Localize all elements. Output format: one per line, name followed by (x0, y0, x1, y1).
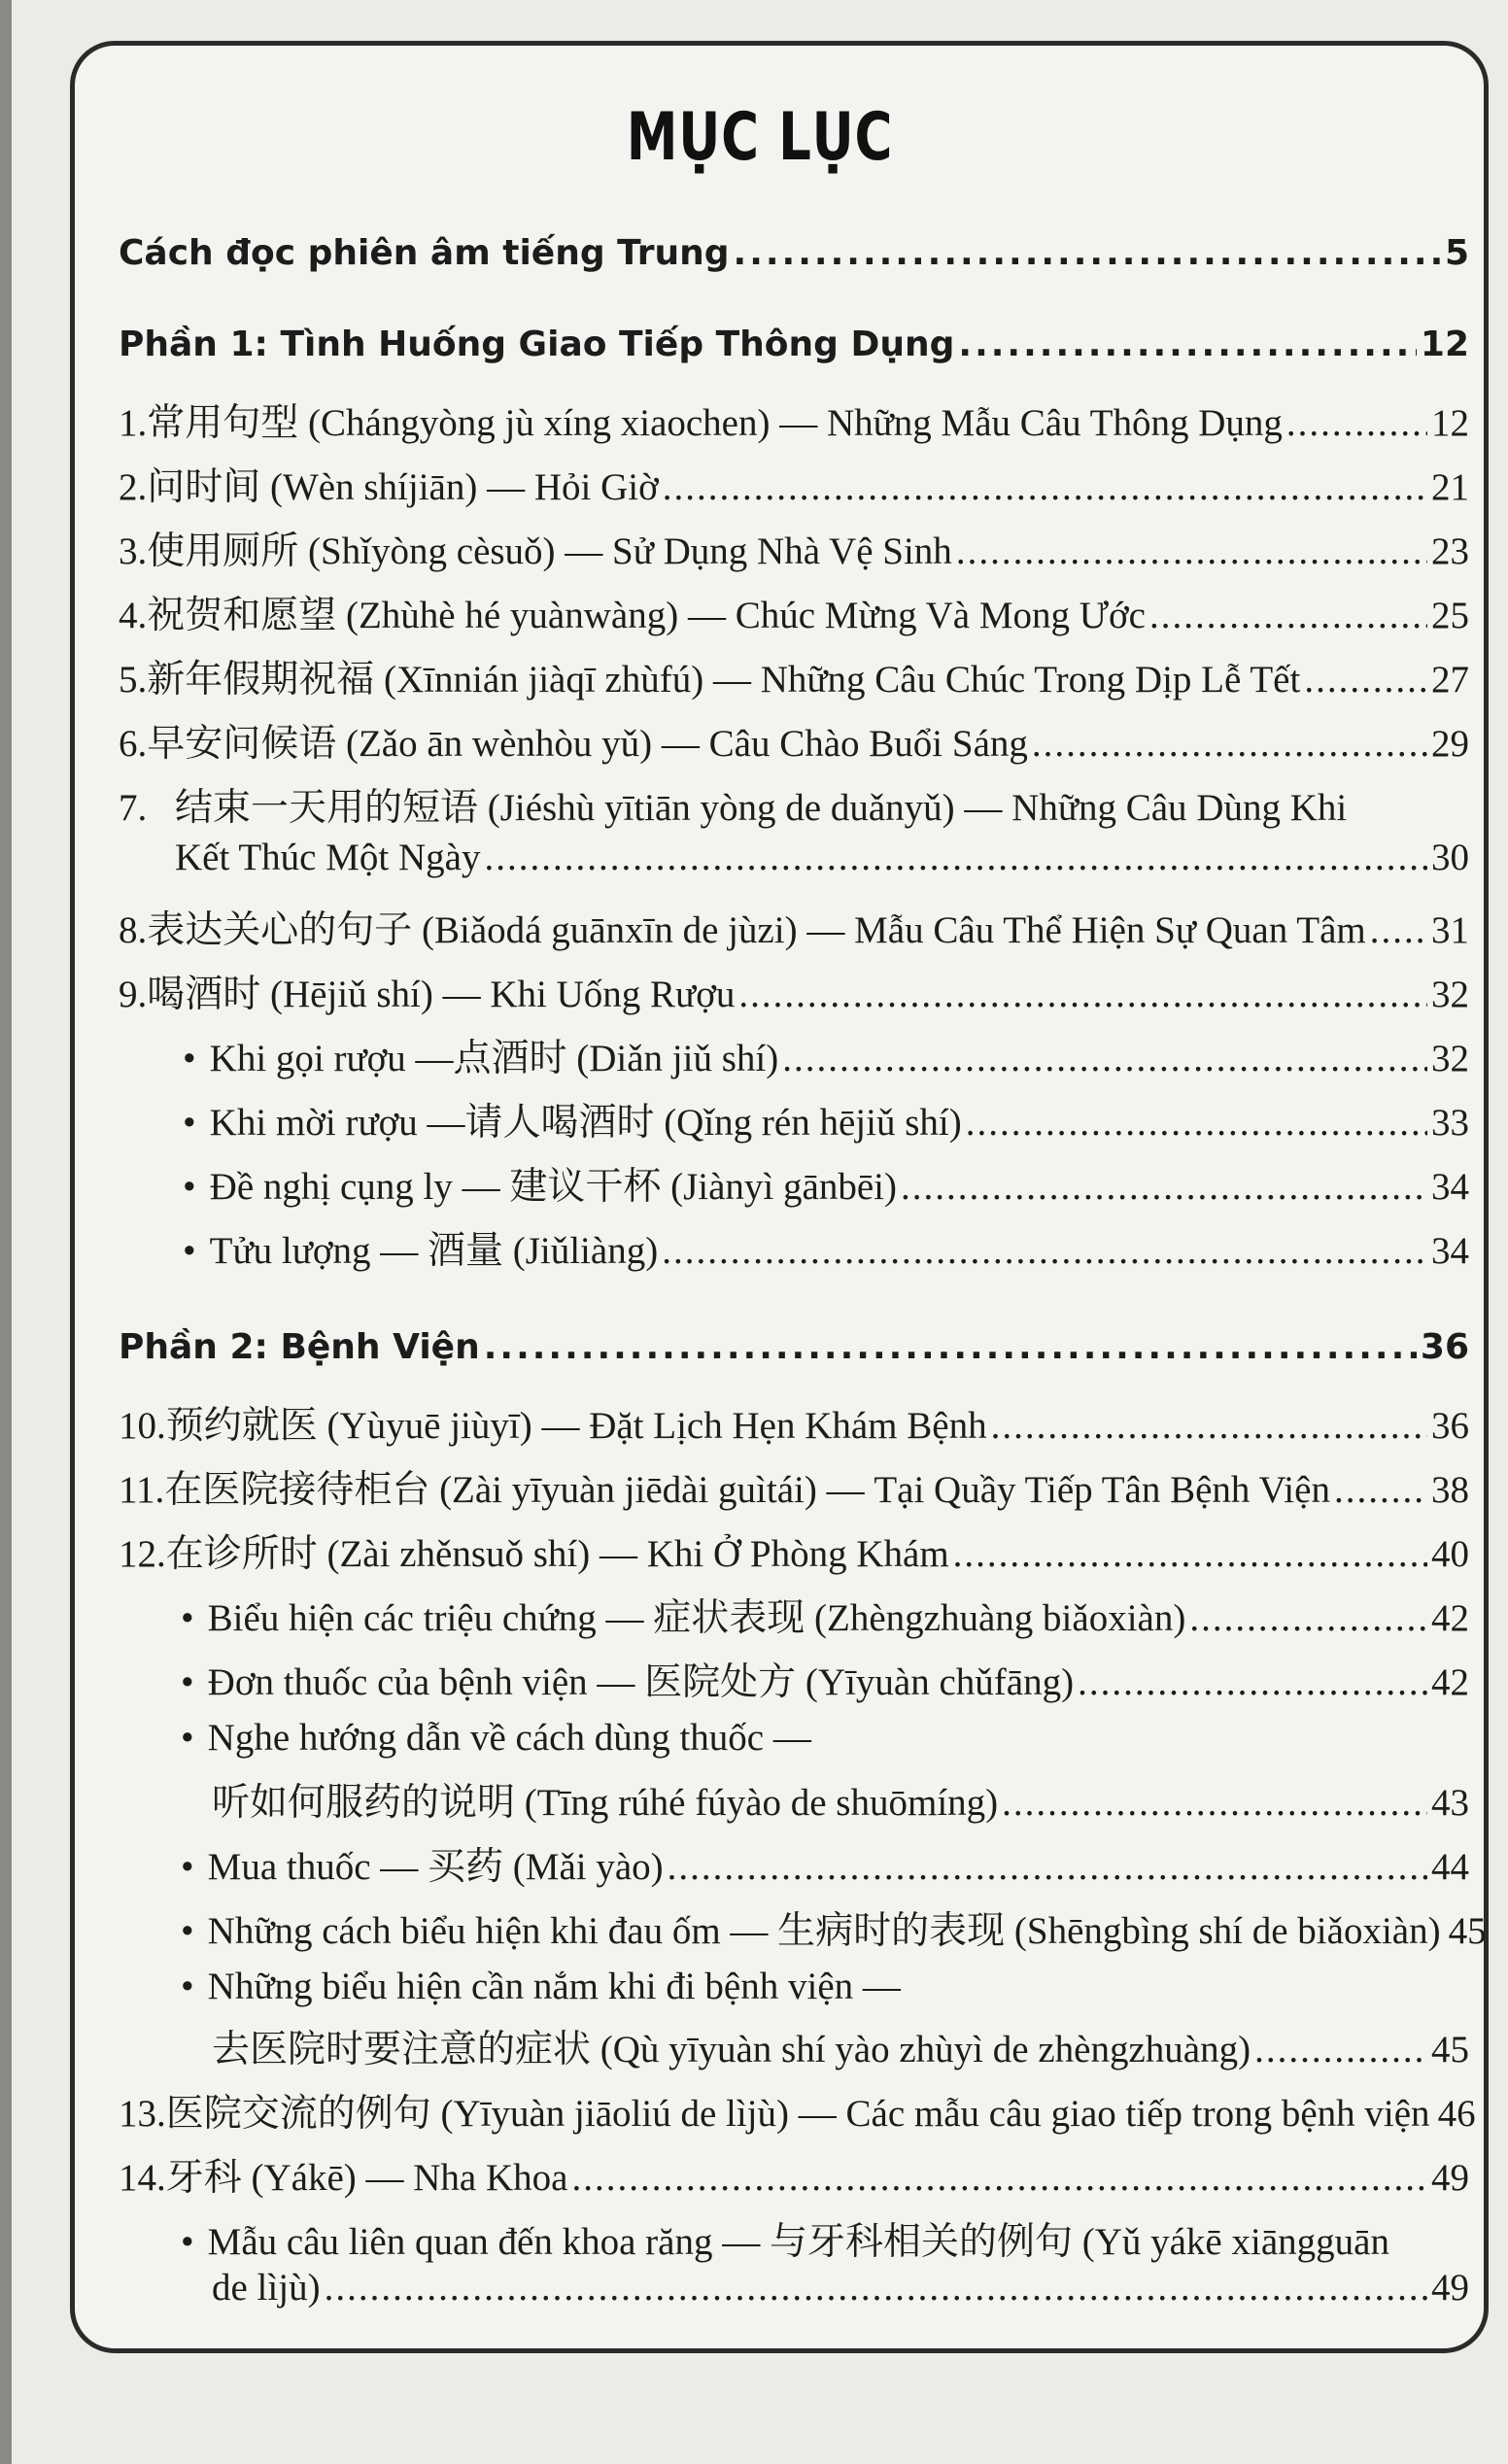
dot-leader (1254, 2028, 1427, 2071)
toc-entry-5[interactable] (119, 649, 1469, 703)
subentry-title: • Biểu hiện các triệu chứng — 症状表现 (Zhèngzhuàng biǎoxiàn) (181, 1588, 1185, 1642)
toc-section-label: Phần 2: Bệnh Viện (119, 1327, 480, 1367)
subentry-title: • Những cách biểu hiện khi đau ốm — 生病时的表现 (Shēngbìng shí de biǎoxiàn) (181, 1900, 1441, 1955)
dot-leader (1149, 594, 1427, 637)
dot-leader (966, 1101, 1427, 1145)
toc-entry-12[interactable] (119, 1523, 1469, 1578)
toc-subentry-14a-line1[interactable]: • Mẫu câu liên quan đến khoa răng — 与牙科相关的例句 (Yǔ yákē xiāngguān (181, 2211, 1389, 2266)
page-title: MỤC LỤC (626, 99, 894, 176)
toc-entry-13[interactable] (119, 2083, 1476, 2138)
dot-leader (991, 1404, 1427, 1448)
subentry-title: • Đơn thuốc của bệnh viện — 医院处方 (Yīyuàn chǔfāng) (181, 1652, 1074, 1706)
toc-page-number: 40 (1431, 1533, 1469, 1575)
entry-number: 13. (119, 2093, 166, 2135)
entry-number: 6. (119, 723, 148, 765)
entry-number: 5. (119, 659, 148, 701)
dot-leader (1334, 1468, 1427, 1512)
toc-page-number: 38 (1431, 1469, 1469, 1511)
entry-title: 新年假期祝福 (Xīnnián jiàqī zhùfú) — Những Câu Chúc Trong Dịp Lễ Tết (147, 659, 1301, 701)
entry-number: 10. (119, 1405, 166, 1447)
book-page (12, 0, 1508, 2464)
toc-subentry-12f-line1[interactable]: • Những biểu hiện cần nắm khi đi bệnh viện — (181, 1965, 901, 2008)
toc-page-number: 45 (1448, 1910, 1487, 1952)
dot-leader (901, 1165, 1427, 1209)
entry-title: 早安问候语 (Zǎo ān wènhòu yǔ) — Câu Chào Buổi Sáng (147, 723, 1028, 765)
toc-section-label: Phần 1: Tình Huống Giao Tiếp Thông Dụng (119, 325, 955, 364)
toc-page-number: 36 (1431, 1405, 1469, 1447)
toc-page-number: 49 (1431, 2157, 1469, 2199)
subentry-title: • Mua thuốc — 买药 (Mǎi yào) (181, 1836, 664, 1891)
toc-subentry-12f[interactable] (212, 2019, 1469, 2073)
dot-leader (1002, 1781, 1427, 1825)
entry-title: 问时间 (Wèn shíjiān) — Hỏi Giờ (147, 466, 659, 508)
dot-leader (782, 1037, 1427, 1080)
entry-title-continued: Kết Thúc Một Ngày (175, 837, 481, 878)
entry-title: 常用句型 (Chángyòng jù xíng xiaochen) — Những Mẫu Câu Thông Dụng (147, 402, 1283, 444)
toc-page-number: 5 (1444, 233, 1469, 273)
entry-number: 2. (119, 466, 148, 508)
toc-page-number: 25 (1431, 595, 1469, 636)
toc-page-number: 29 (1431, 723, 1469, 765)
entry-number: 9. (119, 974, 148, 1015)
toc-entry-7-line1[interactable] (119, 777, 1347, 832)
toc-page-number: 44 (1431, 1846, 1469, 1888)
toc-page-number: 32 (1431, 1038, 1469, 1079)
entry-number: 14. (119, 2157, 166, 2199)
dot-leader (484, 836, 1427, 879)
toc-entry-11[interactable] (119, 1459, 1469, 1514)
toc-entry-1[interactable] (119, 393, 1469, 447)
dot-leader (668, 1845, 1427, 1889)
entry-title: 在医院接待柜台 (Zài yīyuàn jiēdài guìtái) — Tại Quầy Tiếp Tân Bệnh Viện (164, 1469, 1330, 1511)
entry-title: 牙科 (Yákē) — Nha Khoa (165, 2157, 568, 2199)
entry-title: 结束一天用的短语 (Jiéshù yītiān yòng de duǎnyǔ) — Những Câu Dùng Khi (175, 787, 1348, 829)
toc-page-number: 34 (1431, 1166, 1469, 1208)
toc-section-phonetics[interactable] (119, 233, 1469, 273)
dot-leader (734, 233, 1441, 273)
toc-section-part1[interactable] (119, 325, 1469, 364)
toc-page-number: 12 (1431, 402, 1469, 444)
entry-number: 8. (119, 909, 148, 951)
toc-subentry-9c[interactable] (183, 1156, 1469, 1211)
entry-number: 3. (119, 530, 148, 572)
dot-leader (1286, 401, 1427, 445)
entry-title: 医院交流的例句 (Yīyuàn jiāoliú de lìjù) — Các mẫu câu giao tiếp trong bệnh viện (165, 2093, 1430, 2135)
toc-page-number: 42 (1431, 1661, 1469, 1703)
toc-subentry-9a[interactable] (183, 1028, 1469, 1082)
entry-title: 表达关心的句子 (Biǎodá guānxīn de jùzi) — Mẫu Câu Thể Hiện Sự Quan Tâm (147, 909, 1366, 951)
dot-leader (953, 1532, 1427, 1576)
toc-page-number: 12 (1420, 325, 1469, 364)
dot-leader (738, 973, 1427, 1016)
toc-page-number: 46 (1437, 2093, 1476, 2135)
entry-number: 4. (119, 595, 148, 636)
entry-number: 1. (119, 402, 148, 444)
toc-page-number: 42 (1431, 1597, 1469, 1639)
dot-leader (571, 2156, 1427, 2200)
toc-entry-3[interactable] (119, 521, 1469, 575)
toc-page-number: 23 (1431, 530, 1469, 572)
subentry-title-continued: 听如何服药的说明 (Tīng rúhé fúyào de shuōmíng) (212, 1782, 999, 1824)
dot-leader (1078, 1660, 1427, 1704)
toc-page-number: 43 (1431, 1782, 1469, 1824)
entry-title: 祝贺和愿望 (Zhùhè hé yuànwàng) — Chúc Mừng Và Mong Ước (147, 595, 1146, 636)
toc-entry-9[interactable] (119, 964, 1469, 1018)
entry-title: 使用厕所 (Shǐyòng cèsuǒ) — Sử Dụng Nhà Vệ Sinh (147, 530, 952, 572)
toc-entry-6[interactable] (119, 713, 1469, 768)
toc-page-number: 34 (1431, 1230, 1469, 1272)
subentry-title: • Tửu lượng — 酒量 (Jiǔliàng) (183, 1220, 658, 1275)
toc-section-label: Cách đọc phiên âm tiếng Trung (119, 233, 730, 273)
subentry-title-continued: 去医院时要注意的症状 (Qù yīyuàn shí yào zhùyì de zhèngzhuàng) (212, 2029, 1251, 2070)
dot-leader (956, 530, 1427, 573)
dot-leader (1032, 722, 1427, 766)
subentry-title: • Đề nghị cụng ly — 建议干杯 (Jiànyì gānbēi) (183, 1156, 897, 1211)
toc-entry-4[interactable] (119, 585, 1469, 639)
entry-number: 11. (119, 1469, 165, 1511)
entry-number: 7. (119, 787, 148, 829)
toc-subentry-9b[interactable] (183, 1092, 1469, 1146)
toc-subentry-12c[interactable] (212, 1772, 1469, 1827)
toc-subentry-12c-line1[interactable]: • Nghe hướng dẫn về cách dùng thuốc — (181, 1716, 811, 1760)
subentry-title: • Khi mời rượu —请人喝酒时 (Qǐng rén hējiǔ shí) (183, 1092, 962, 1146)
toc-page-number: 45 (1431, 2029, 1469, 2070)
toc-entry-10[interactable] (119, 1395, 1469, 1450)
toc-page-number: 30 (1431, 837, 1469, 878)
toc-page-number: 49 (1431, 2267, 1469, 2309)
toc-page-number: 31 (1431, 909, 1469, 951)
entry-title: 在诊所时 (Zài zhěnsuǒ shí) — Khi Ở Phòng Khám (165, 1533, 949, 1575)
dot-leader (663, 465, 1427, 509)
toc-entry-7[interactable] (175, 836, 1469, 879)
subentry-title: • Khi gọi rượu —点酒时 (Diǎn jiǔ shí) (183, 1028, 778, 1082)
dot-leader (484, 1327, 1417, 1367)
toc-page-number: 33 (1431, 1102, 1469, 1144)
dot-leader (662, 1229, 1427, 1273)
toc-page-number: 32 (1431, 974, 1469, 1015)
toc-page-number: 27 (1431, 659, 1469, 701)
toc-entry-14[interactable] (119, 2147, 1469, 2202)
entry-number: 12. (119, 1533, 166, 1575)
subentry-title-continued: de lìjù) (212, 2267, 321, 2309)
toc-subentry-14a[interactable] (212, 2266, 1469, 2310)
toc-subentry-9d[interactable] (183, 1220, 1469, 1275)
dot-leader (1370, 908, 1427, 952)
toc-page-number: 36 (1420, 1327, 1469, 1367)
toc-subentry-12a[interactable] (181, 1588, 1469, 1642)
toc-section-part2[interactable] (119, 1327, 1469, 1367)
toc-subentry-12e[interactable] (181, 1900, 1487, 1955)
toc-subentry-12b[interactable] (181, 1652, 1469, 1706)
toc-page-number: 21 (1431, 466, 1469, 508)
dot-leader (325, 2266, 1427, 2310)
toc-subentry-12d[interactable] (181, 1836, 1469, 1891)
entry-title: 喝酒时 (Hējiǔ shí) — Khi Uống Rượu (147, 974, 736, 1015)
toc-entry-2[interactable] (119, 457, 1469, 511)
toc-entry-8[interactable] (119, 900, 1469, 954)
dot-leader (1189, 1596, 1427, 1640)
entry-title: 预约就医 (Yùyuē jiùyī) — Đặt Lịch Hẹn Khám Bệnh (165, 1405, 987, 1447)
dot-leader (1304, 658, 1427, 702)
dot-leader (958, 325, 1417, 364)
